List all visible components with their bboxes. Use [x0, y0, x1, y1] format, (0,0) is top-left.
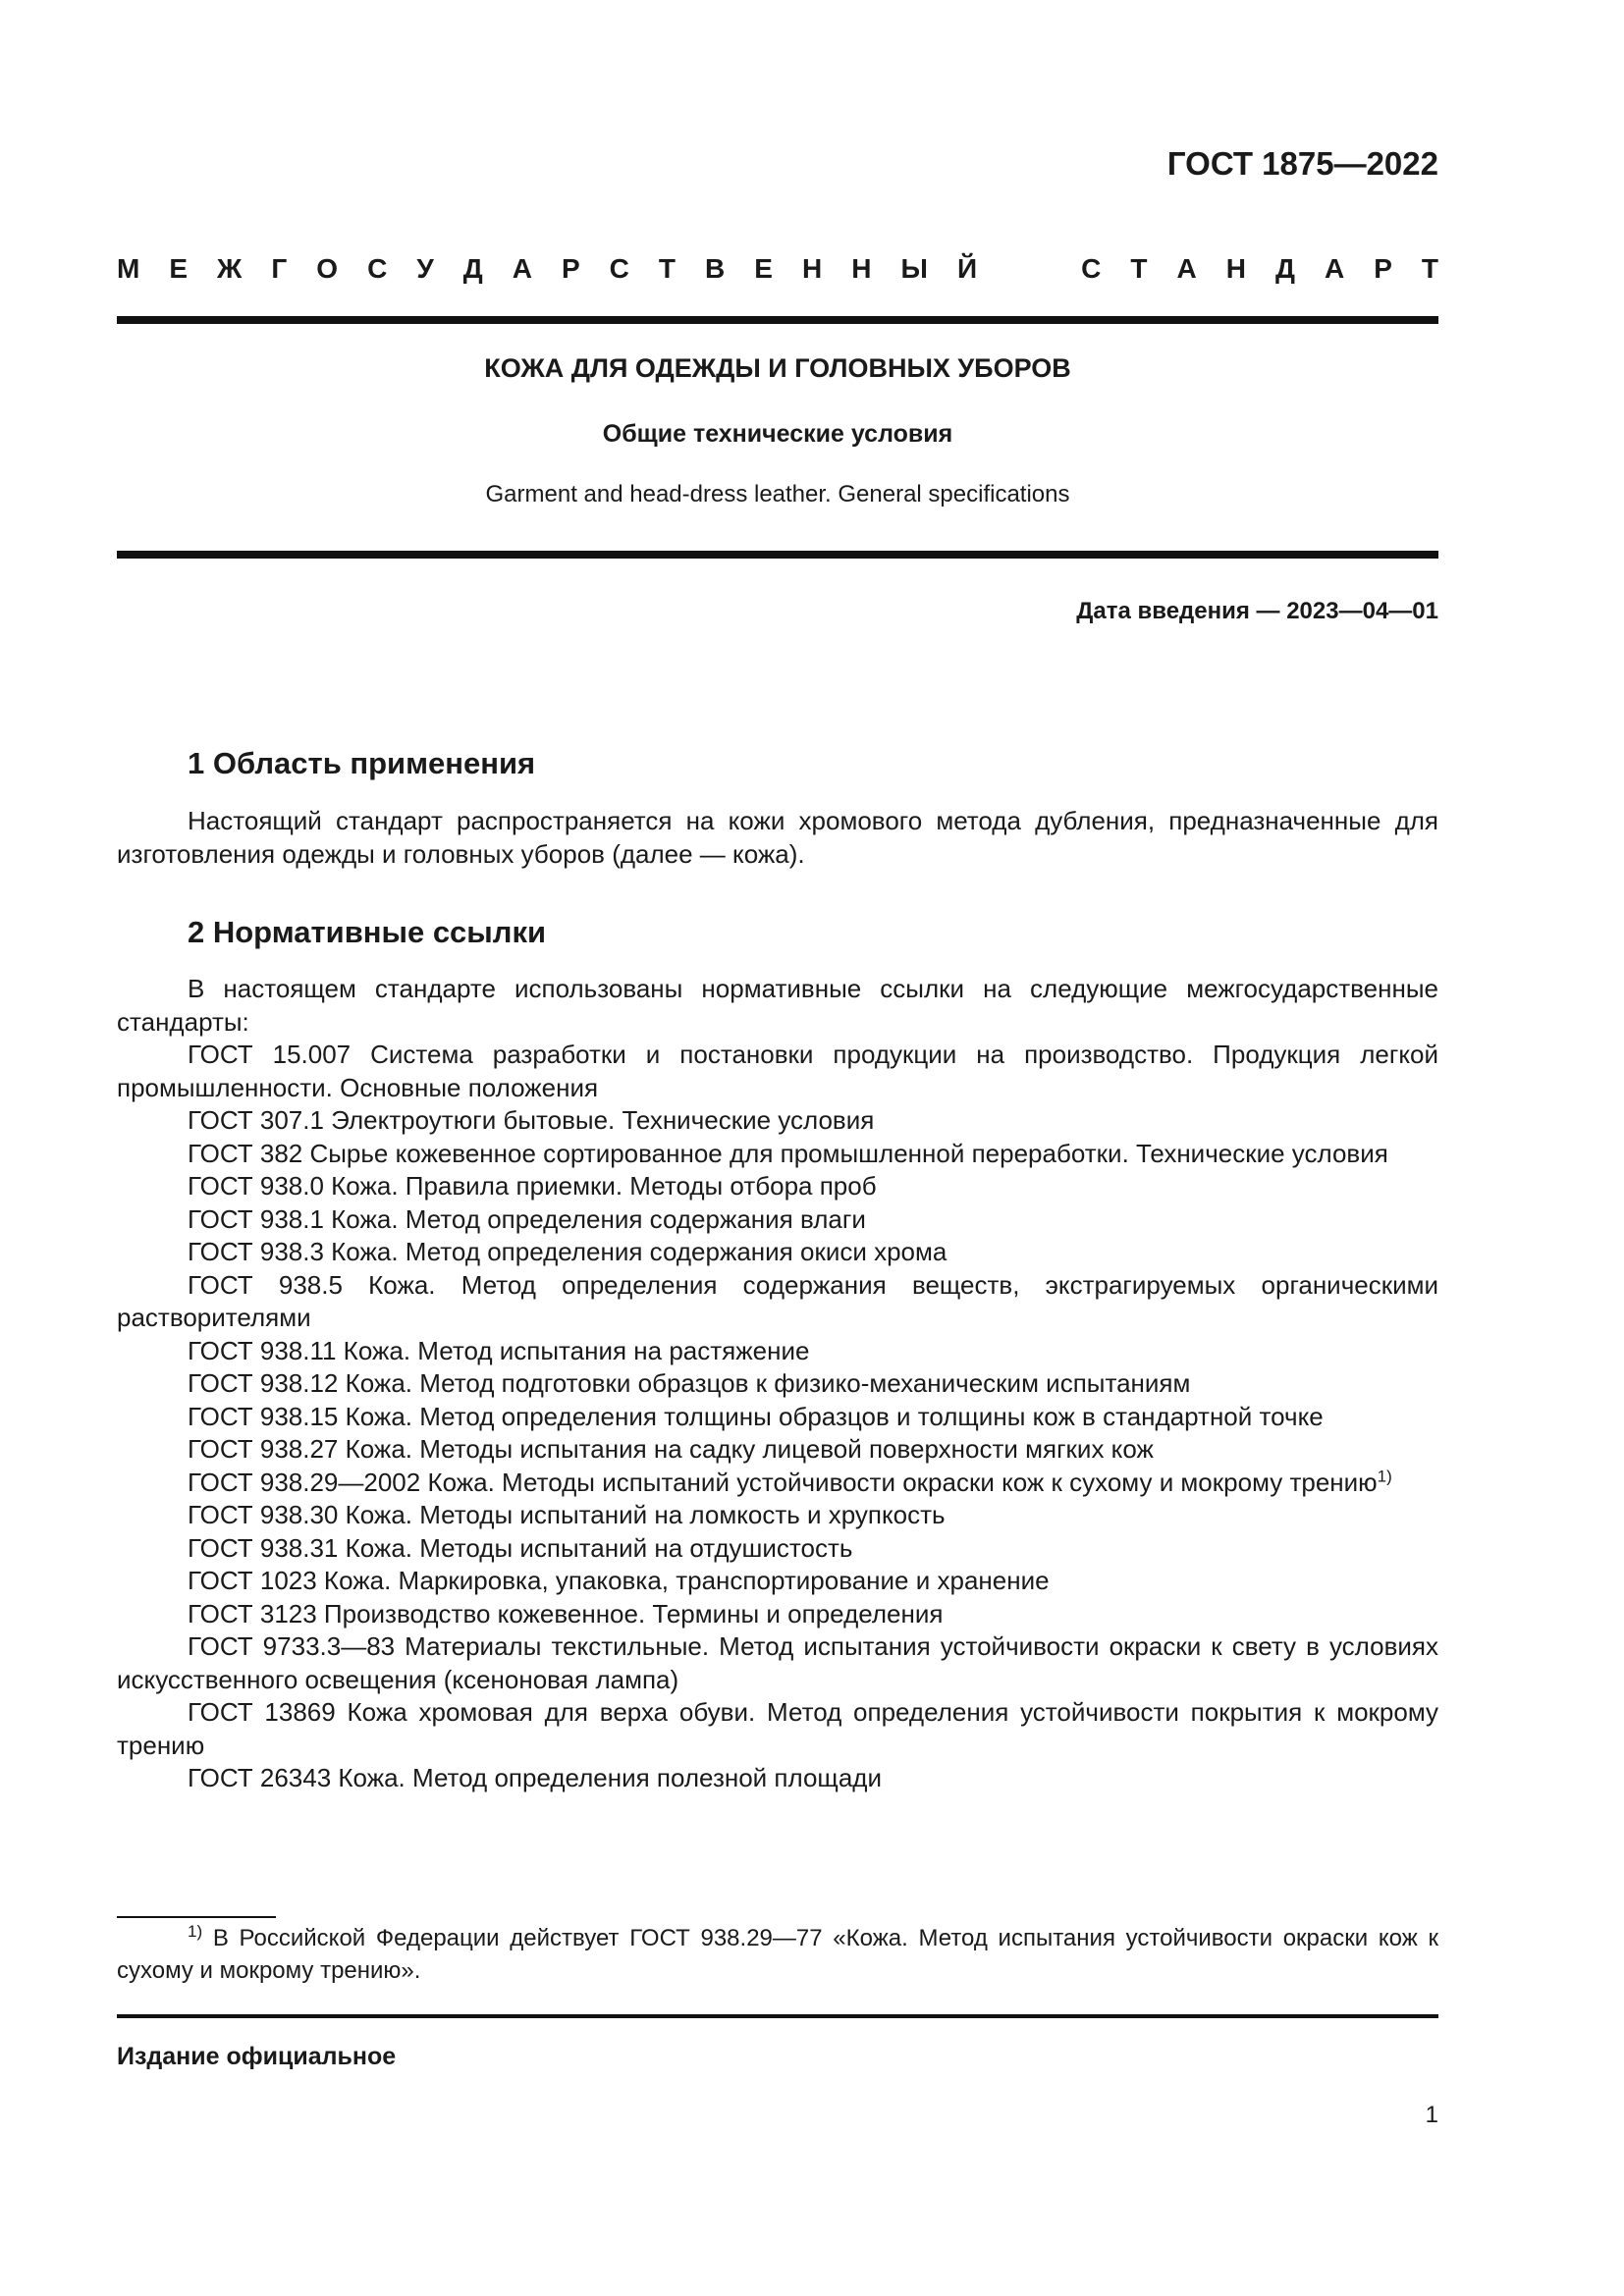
standard-type-letter: Д: [462, 253, 483, 284]
reference-text: ГОСТ 938.12 Кожа. Метод подготовки образцов к физико-механическим испытаниям: [188, 1368, 1191, 1398]
standard-type-letter: Г: [271, 253, 288, 284]
references-list: [117, 973, 1438, 1795]
introduction-date: Дата введения — 2023—04—01: [1076, 598, 1438, 624]
document-number: ГОСТ 1875—2022: [1166, 145, 1438, 182]
reference-item: [117, 1104, 1438, 1138]
reference-item: [117, 1170, 1438, 1203]
standard-type-letter: У: [416, 253, 434, 284]
title-divider: [117, 551, 1438, 559]
standard-type-letter: Й: [956, 253, 978, 284]
reference-text: ГОСТ 13869 Кожа хромовая для верха обуви. Метод определения устойчивости покрытия к мокрому трению: [117, 1697, 1438, 1760]
reference-item: [117, 1401, 1438, 1434]
reference-text: ГОСТ 382 Сырье кожевенное сортированное для промышленной переработки. Технические условия: [188, 1138, 1388, 1168]
standard-type-letter: Н: [851, 253, 872, 284]
reference-text: ГОСТ 9733.3—83 Материалы текстильные. Метод испытания устойчивости окраски к свету в условиях искусственного освещения (ксеноновая лампа): [117, 1631, 1438, 1694]
reference-text: ГОСТ 3123 Производство кожевенное. Термины и определения: [188, 1598, 944, 1629]
standard-type-letter: С: [1081, 253, 1102, 284]
reference-item: [117, 1269, 1438, 1335]
reference-item: [117, 1598, 1438, 1631]
footnote-mark: 1): [188, 1922, 203, 1941]
reference-text: ГОСТ 938.0 Кожа. Правила приемки. Методы отбора проб: [188, 1171, 877, 1201]
standard-type-label: [117, 253, 1438, 285]
word-gap: [1006, 253, 1052, 285]
document-page: [117, 0, 1438, 2296]
standard-type-letter: Т: [658, 253, 677, 284]
standard-type-letter: С: [609, 253, 629, 284]
reference-item: [117, 1532, 1438, 1566]
footnote: [117, 1922, 1438, 1987]
document-title-english: Garment and head-dress leather. General specifications: [485, 481, 1070, 507]
standard-type-letter: Т: [1130, 253, 1148, 284]
reference-item: [117, 1499, 1438, 1532]
standard-type-letter: О: [316, 253, 339, 284]
reference-item: [117, 1467, 1438, 1500]
reference-text: ГОСТ 938.29—2002 Кожа. Методы испытаний устойчивости окраски кож к сухому и мокрому трению: [188, 1467, 1378, 1497]
reference-item: [117, 1203, 1438, 1237]
section-heading-references: 2 Нормативные ссылки: [188, 915, 547, 949]
reference-text: ГОСТ 938.3 Кожа. Метод определения содержания окиси хрома: [188, 1237, 947, 1266]
reference-item: [117, 1335, 1438, 1368]
reference-item: [117, 1367, 1438, 1401]
standard-type-letter: Ж: [217, 253, 243, 284]
reference-item: [117, 1565, 1438, 1598]
standard-type-letter: Д: [1274, 253, 1295, 284]
reference-text: ГОСТ 15.007 Система разработки и постановки продукции на производство. Продукция легкой промышленности. Основные положения: [117, 1040, 1438, 1102]
document-subtitle: Общие технические условия: [602, 420, 953, 448]
standard-type-letter: В: [705, 253, 726, 284]
reference-text: ГОСТ 26343 Кожа. Метод определения полезной площади: [188, 1763, 882, 1792]
standard-type-letter: Р: [1374, 253, 1392, 284]
standard-type-letter: А: [512, 253, 532, 284]
edition-label: Издание официальное: [117, 2043, 397, 2070]
reference-footnote-mark: 1): [1377, 1466, 1392, 1485]
footnote-text: В Российской Федерации действует ГОСТ 938.29—77 «Кожа. Метод испытания устойчивости окраски кож к сухому и мокрому трению».: [117, 1925, 1438, 1984]
section-heading-scope: 1 Область применения: [188, 746, 536, 780]
references-intro: В настоящем стандарте использованы нормативные ссылки на следующие межгосударственные стандарты:: [117, 974, 1438, 1037]
top-divider: [117, 316, 1438, 324]
standard-type-letter: Ы: [900, 253, 928, 284]
reference-text: ГОСТ 938.30 Кожа. Методы испытаний на ломкость и хрупкость: [188, 1500, 946, 1529]
reference-item: [117, 1433, 1438, 1467]
standard-type-letter: Р: [561, 253, 580, 284]
standard-type-letter: Н: [802, 253, 823, 284]
reference-text: ГОСТ 1023 Кожа. Маркировка, упаковка, транспортирование и хранение: [188, 1566, 1050, 1595]
reference-item: [117, 1138, 1438, 1171]
standard-type-letter: Н: [1225, 253, 1246, 284]
standard-type-letter: Е: [754, 253, 773, 284]
standard-type-letter: А: [1324, 253, 1345, 284]
scope-paragraph: Настоящий стандарт распространяется на кожи хромового метода дубления, предназначенные для изготовления одежды и головных уборов (далее — кожа).: [117, 806, 1438, 869]
reference-text: ГОСТ 938.27 Кожа. Методы испытания на садку лицевой поверхности мягких кож: [188, 1434, 1154, 1464]
standard-type-letter: М: [117, 253, 140, 284]
footnote-divider: [117, 1916, 276, 1918]
reference-text: ГОСТ 938.31 Кожа. Методы испытаний на отдушистость: [188, 1532, 853, 1563]
reference-text: ГОСТ 938.11 Кожа. Метод испытания на растяжение: [188, 1335, 810, 1365]
reference-item: [117, 1630, 1438, 1696]
standard-type-letter: А: [1176, 253, 1197, 284]
standard-type-letter: Е: [169, 253, 189, 284]
reference-item: [117, 1762, 1438, 1795]
reference-text: ГОСТ 938.5 Кожа. Метод определения содержания веществ, экстрагируемых органическими растворителями: [117, 1269, 1438, 1332]
reference-text: ГОСТ 307.1 Электроутюги бытовые. Технические условия: [188, 1105, 875, 1135]
reference-item: [117, 1039, 1438, 1104]
standard-type-letter: Т: [1421, 253, 1438, 284]
reference-item: [117, 1696, 1438, 1762]
reference-text: ГОСТ 938.1 Кожа. Метод определения содержания влаги: [188, 1203, 866, 1234]
standard-type-letter: С: [367, 253, 388, 284]
bottom-divider: [117, 2014, 1438, 2018]
reference-item: [117, 1236, 1438, 1269]
document-title: КОЖА ДЛЯ ОДЕЖДЫ И ГОЛОВНЫХ УБОРОВ: [484, 353, 1071, 383]
page-number: 1: [1425, 2102, 1438, 2128]
reference-text: ГОСТ 938.15 Кожа. Метод определения толщины образцов и толщины кож в стандартной точке: [188, 1401, 1324, 1431]
